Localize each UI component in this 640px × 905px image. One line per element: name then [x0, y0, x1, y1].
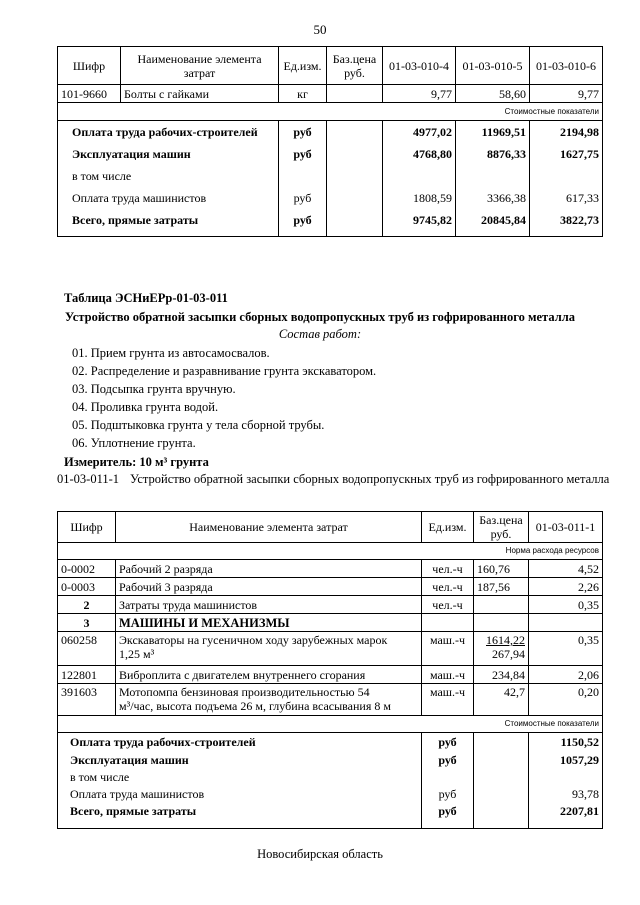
row-unit: чел.-ч	[422, 560, 474, 578]
table-row	[58, 684, 603, 716]
work-item: 06. Уплотнение грунта.	[72, 436, 196, 450]
section-unit	[422, 614, 474, 632]
cost-name: Оплата труда рабочих-строителей	[58, 733, 422, 751]
row-val-1: 2,06	[529, 666, 603, 684]
cost-unit: руб	[422, 803, 474, 829]
row-val-3: 9,77	[530, 85, 603, 103]
row-name	[116, 684, 422, 716]
row-val-1: 9,77	[383, 85, 456, 103]
cost-base	[474, 733, 529, 751]
page-number: 50	[313, 22, 327, 37]
cost-val-3	[530, 165, 603, 187]
header-name: Наименование элемента затрат	[116, 512, 422, 543]
norm-section-label: Норма расхода ресурсов	[58, 543, 603, 560]
row-unit: маш.-ч	[422, 666, 474, 684]
row-base: 234,84	[474, 666, 529, 684]
cost-unit: руб	[279, 121, 327, 143]
cost-base	[474, 751, 529, 769]
row-val-1: 2,26	[529, 578, 603, 596]
cost-name: Всего, прямые затраты	[58, 803, 422, 829]
resource-table-011	[57, 511, 603, 829]
cost-row	[58, 143, 603, 165]
table-row	[58, 85, 603, 103]
row-val-1: 0,35	[529, 596, 603, 614]
header-col-1: 01-03-010-4	[383, 47, 456, 85]
header-code: Шифр	[58, 47, 121, 85]
row-name-line1: Экскаваторы на гусеничном ходу зарубежных марок	[119, 633, 388, 647]
table-header-row	[58, 512, 603, 543]
cost-val-1: 2207,81	[529, 803, 603, 829]
cost-base	[474, 803, 529, 829]
cost-row	[58, 121, 603, 143]
table-header-row	[58, 47, 603, 85]
cost-unit	[279, 165, 327, 187]
cost-name: Всего, прямые затраты	[58, 209, 279, 237]
cost-val-3: 617,33	[530, 187, 603, 209]
cost-val-2: 8876,33	[456, 143, 530, 165]
row-name: Болты с гайками	[121, 85, 279, 103]
header-base-price: Баз.цена руб.	[327, 47, 383, 85]
row-name: Виброплита с двигателем внутреннего сгорания	[116, 666, 422, 684]
header-col-2: 01-03-010-5	[456, 47, 530, 85]
cost-val-1: 1150,52	[529, 733, 603, 751]
row-base	[474, 632, 529, 666]
cost-val-1: 4768,80	[383, 143, 456, 165]
row-code: 391603	[58, 684, 116, 716]
cost-row	[58, 187, 603, 209]
row-code: 060258	[58, 632, 116, 666]
cost-base	[474, 769, 529, 785]
row-code: 122801	[58, 666, 116, 684]
header-unit: Ед.изм.	[422, 512, 474, 543]
row-name: Рабочий 2 разряда	[116, 560, 422, 578]
cost-base	[327, 187, 383, 209]
cost-val-1: 9745,82	[383, 209, 456, 237]
row-base-line1: 1614,22	[486, 633, 525, 647]
work-item: 01. Прием грунта из автосамосвалов.	[72, 346, 270, 360]
cost-val-1: 1057,29	[529, 751, 603, 769]
row-unit: маш.-ч	[422, 684, 474, 716]
cost-val-1: 1808,59	[383, 187, 456, 209]
row-base: 42,7	[474, 684, 529, 716]
cost-val-2: 11969,51	[456, 121, 530, 143]
cost-row	[58, 165, 603, 187]
cost-val-3: 3822,73	[530, 209, 603, 237]
work-item: 02. Распределение и разравнивание грунта экскаватором.	[72, 364, 377, 378]
cost-name: в том числе	[58, 165, 279, 187]
row-code: 2	[58, 596, 116, 614]
cost-val-2	[456, 165, 530, 187]
row-unit: чел.-ч	[422, 596, 474, 614]
header-col-3: 01-03-010-6	[530, 47, 603, 85]
row-code: 101-9660	[58, 85, 121, 103]
cost-row	[58, 785, 603, 803]
resource-table-010	[57, 46, 603, 237]
row-name-line2: м³/час, высота подъема 26 м, глубина всасывания 8 м	[119, 699, 391, 713]
cost-val-2: 20845,84	[456, 209, 530, 237]
cost-unit	[422, 769, 474, 785]
section-label-row	[58, 543, 603, 560]
table-row	[58, 666, 603, 684]
row-unit: кг	[279, 85, 327, 103]
row-base	[327, 85, 383, 103]
cost-val-1	[529, 769, 603, 785]
cost-row	[58, 751, 603, 769]
cost-base	[327, 121, 383, 143]
cost-base	[327, 209, 383, 237]
cost-unit: руб	[422, 751, 474, 769]
table-row	[58, 632, 603, 666]
cost-unit: руб	[422, 733, 474, 751]
cost-val-3: 1627,75	[530, 143, 603, 165]
cost-row	[58, 209, 603, 237]
cost-unit: руб	[279, 209, 327, 237]
footer-region: Новосибирская область	[257, 847, 383, 861]
cost-val-1: 93,78	[529, 785, 603, 803]
cost-unit: руб	[279, 187, 327, 209]
cost-unit: руб	[422, 785, 474, 803]
code-line-desc: Устройство обратной засыпки сборных водопропускных труб из гофрированного металла	[130, 472, 610, 486]
header-unit: Ед.изм.	[279, 47, 327, 85]
cost-section-label: Стоимостные показатели	[58, 103, 603, 121]
header-base-price: Баз.цена руб.	[474, 512, 529, 543]
cost-val-2: 3366,38	[456, 187, 530, 209]
row-name	[116, 632, 422, 666]
table-row	[58, 596, 603, 614]
work-item: 05. Подштыковка грунта у тела сборной трубы.	[72, 418, 325, 432]
row-val-1: 4,52	[529, 560, 603, 578]
measure-unit: Измеритель: 10 м³ грунта	[64, 455, 209, 469]
row-base-line2: 267,94	[492, 647, 525, 661]
cost-row	[58, 733, 603, 751]
section-code: 3	[58, 614, 116, 632]
cost-base	[474, 785, 529, 803]
code-line-code: 01-03-011-1	[57, 472, 120, 486]
row-val-1: 0,20	[529, 684, 603, 716]
row-code: 0-0003	[58, 578, 116, 596]
row-val-2: 58,60	[456, 85, 530, 103]
row-base: 160,76	[474, 560, 529, 578]
row-unit: маш.-ч	[422, 632, 474, 666]
cost-unit: руб	[279, 143, 327, 165]
cost-name: Эксплуатация машин	[58, 751, 422, 769]
header-col-1: 01-03-011-1	[529, 512, 603, 543]
cost-name: Эксплуатация машин	[58, 143, 279, 165]
table-row	[58, 578, 603, 596]
header-name: Наименование элемента затрат	[121, 47, 279, 85]
cost-name: Оплата труда машинистов	[58, 785, 422, 803]
row-val-1: 0,35	[529, 632, 603, 666]
row-name-line2: 1,25 м³	[119, 647, 155, 661]
section-base	[474, 614, 529, 632]
cost-val-1: 4977,02	[383, 121, 456, 143]
section-name: МАШИНЫ И МЕХАНИЗМЫ	[116, 614, 422, 632]
row-code: 0-0002	[58, 560, 116, 578]
table-title: Таблица ЭСНиЕРр-01-03-011	[64, 291, 228, 305]
cost-name: Оплата труда машинистов	[58, 187, 279, 209]
section-val	[529, 614, 603, 632]
table-row	[58, 560, 603, 578]
composition-title: Состав работ:	[278, 327, 362, 341]
cost-val-3: 2194,98	[530, 121, 603, 143]
row-base	[474, 596, 529, 614]
section-label-row	[58, 103, 603, 121]
cost-base	[327, 143, 383, 165]
cost-name: Оплата труда рабочих-строителей	[58, 121, 279, 143]
row-base: 187,56	[474, 578, 529, 596]
work-item: 04. Проливка грунта водой.	[72, 400, 219, 414]
cost-row	[58, 803, 603, 829]
cost-row	[58, 769, 603, 785]
section-label-row	[58, 716, 603, 733]
header-code: Шифр	[58, 512, 116, 543]
cost-section-label: Стоимостные показатели	[58, 716, 603, 733]
row-name: Рабочий 3 разряда	[116, 578, 422, 596]
row-name: Затраты труда машинистов	[116, 596, 422, 614]
cost-val-1	[383, 165, 456, 187]
section-machines-row	[58, 614, 603, 632]
row-unit: чел.-ч	[422, 578, 474, 596]
row-name-line1: Мотопомпа бензиновая производительностью 54	[119, 685, 370, 699]
main-title: Устройство обратной засыпки сборных водопропускных труб из гофрированного металла	[64, 310, 575, 324]
cost-name: в том числе	[58, 769, 422, 785]
cost-base	[327, 165, 383, 187]
work-item: 03. Подсыпка грунта вручную.	[72, 382, 236, 396]
